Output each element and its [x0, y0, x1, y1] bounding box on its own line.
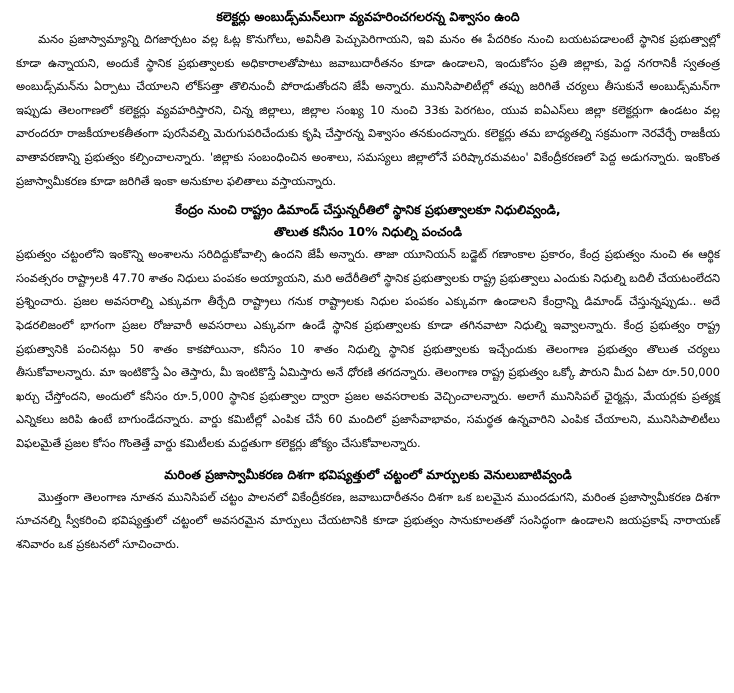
section1-body: మనం ప్రజాస్వామ్యాన్ని దిగజార్చటం వల్ల ఓట్ల కొనుగోలు, అవినీతి పెచ్చుపెరిగాయని, ఇవి మనం ఈ పేదరికం నుంచి బయటపడాలంటే స్థానిక ప్రభుత్వాల్లో కూడా ఉన్నాయని, అందుకే స్థానిక ప్రభుత్వాలకు అధికారాలతోపాటు జవాబుదారీతనం కూడా ఉండాలని, ఇందుకోసం ప్రతి జిల్లాకు, పెద్ద నగరానికీ స్వతంత్ర అంబుడ్స్‌మన్‌ను ఏర్పాటు చేయాలని లోక్‌సత్తా తొలినుంచీ పోరాడుతోందని జేపీ అన్నారు. మునిసిపాలిటీల్లో తప్పు జరిగితే చర్యలు తీసుకునే అంబుడ్స్‌మన్‌గా ఇప్పుడు తెలంగాణలో కలెక్టర్లు వ్యవహరిస్తారని, చిన్న జిల్లాలు, జిల్లాల సంఖ్య 10 నుంచి 33కు పెరగటం, యువ ఐఏఎస్‌లు జిల్లా కలెక్టర్లుగా ఉండటం వల్ల వారందరూ రాజకీయాలకతీతంగా పురసేవల్ని మెరుగుపరిచేందుకు కృషి చేస్తారన్న విశ్వాసం తనకుందన్నారు. కలెక్టర్లు తమ బాధ్యతల్ని సక్రమంగా నెరవేర్చే రాజకీయ వాతావరణాన్ని ప్రభుత్వం కల్పించాలన్నారు. 'జిల్లాకు సంబంధించిన అంశాలు, సమస్యలు జిల్లాలోనే పరిష్కారమవటం' వికేంద్రీకరణలో పెద్ద అడుగన్నారు. ఇంకొంత ప్రజాస్వామీకరణ కూడా జరిగితే ఇంకా అనుకూల ఫలితాలు వస్తాయన్నారు.	[16, 32, 721, 188]
section3-heading: మరింత ప్రజాస్వామీకరణ దిశగా భవిష్యత్తులో చట్టంలో మార్పులకు వెనులుబాటివ్వండి	[164, 466, 572, 482]
section1-heading: కలెక్టర్లు అంబుడ్స్‌మన్‌లుగా వ్యవహరించగలరన్న విశ్వాసం ఉంది	[216, 9, 520, 24]
section3-body: మొత్తంగా తెలంగాణ నూతన మునిసిపల్ చట్టం పాలనలో వికేంద్రీకరణ, జవాబుదారీతనం దిశగా ఒక బలమైన ముందడుగని, మరింత ప్రజాస్వామీకరణ దిశగా సూచనల్ని స్వీకరించి భవిష్యత్తులో చట్టంలో అవసరమైన మార్పులు చేయటానికి కూడా ప్రభుత్వం సానుకూలతతో సంసిద్ధంగా ఉండాలని జయప్రకాష్ నారాయణ్ శనివారం ఒక ప్రకటనలో సూచించారు.	[16, 489, 720, 551]
section2-heading-line2: తొలుత కనీసం 10% నిధుల్ని పంచండి	[273, 224, 463, 240]
section2-body: ప్రభుత్వం చట్టంలోని ఇంకొన్ని అంశాలను సరిదిద్దుకోవాల్సి ఉందని జేపీ అన్నారు. తాజా యూనియన్ బడ్జెట్ గణాంకాల ప్రకారం, కేంద్ర ప్రభుత్వం నుంచి ఈ ఆర్థిక సంవత్సరం రాష్ట్రాలకి 47.70 శాతం నిధులు పంపకం అయ్యాయని, మరి అదేరీతిలో స్థానిక ప్రభుత్వాలకు రాష్ట్ర ప్రభుత్వాలు ఎందుకు నిధుల్ని బదిలీ చేయటంలేదని ప్రశ్నించారు. ప్రజల అవసరాల్ని ఎక్కువగా తీర్చేది రాష్ట్రాలు గనుక రాష్ట్రాలకు నిధుల పంపకం ఎక్కువగా ఉండాలని కేంద్రాన్ని డిమాండ్ చేస్తున్నప్పుడు.. అదే ఫెడరలిజంలో భాగంగా ప్రజల రోజువారీ అవసరాలు ఎక్కువగా ఉండే స్థానిక ప్రభుత్వాలకు కూడా తగినవాటా నిధుల్ని ఇవ్వాలన్నారు. కేంద్ర ప్రభుత్వం రాష్ట్ర ప్రభుత్వానికి పంచినట్లు 50 శాతం కాకపోయినా, కనీసం 10 శాతం నిధుల్ని స్థానిక ప్రభుత్వాలకు ఇచ్చేందుకు తెలంగాణ ప్రభుత్వం తొలుత చర్యలు తీసుకోవాలన్నారు. మా ఇంటికొస్తే ఏం తెస్తారు, మీ ఇంటికొస్తే ఏమిస్తారు అనే ధోరణి తగదన్నారు. తెలంగాణ రాష్ట్ర ప్రభుత్వం ఒక్కో పౌరుని మీద ఏటా రూ.50,000 ఖర్చు చేస్తోందని, అందులో కనీసం రూ.5,000 స్థానిక ప్రభుత్వాల ద్వారా ప్రజల అవసరాలకు వెచ్చించాలన్నారు. అలాగే మునిసిపల్ ఛైర్మన్లు, మేయర్లకు ప్రత్యక్ష ఎన్నికలు జరిపి ఉంటే బాగుండేదన్నారు. వార్డు కమిటీల్లో ఎంపిక చేసే 60 మందిలో ప్రజాసేవాభావం, సమర్థత ఉన్నవారిని ఎంపిక చేయాలని, మునిసిపాలిటీలు విఫలమైతే ప్రజల కోసం గొంతెత్తే వార్డు కమిటీలకు మద్దతుగా కలెక్టర్లు జోక్యం చేసుకోవాలన్నారు.	[16, 247, 720, 450]
section2-heading-line1: కేంద్రం నుంచి రాష్ట్రం డిమాండ్ చేస్తున్నరీతిలో స్థానిక ప్రభుత్వాలకూ నిధులివ్వండి,	[175, 202, 561, 218]
